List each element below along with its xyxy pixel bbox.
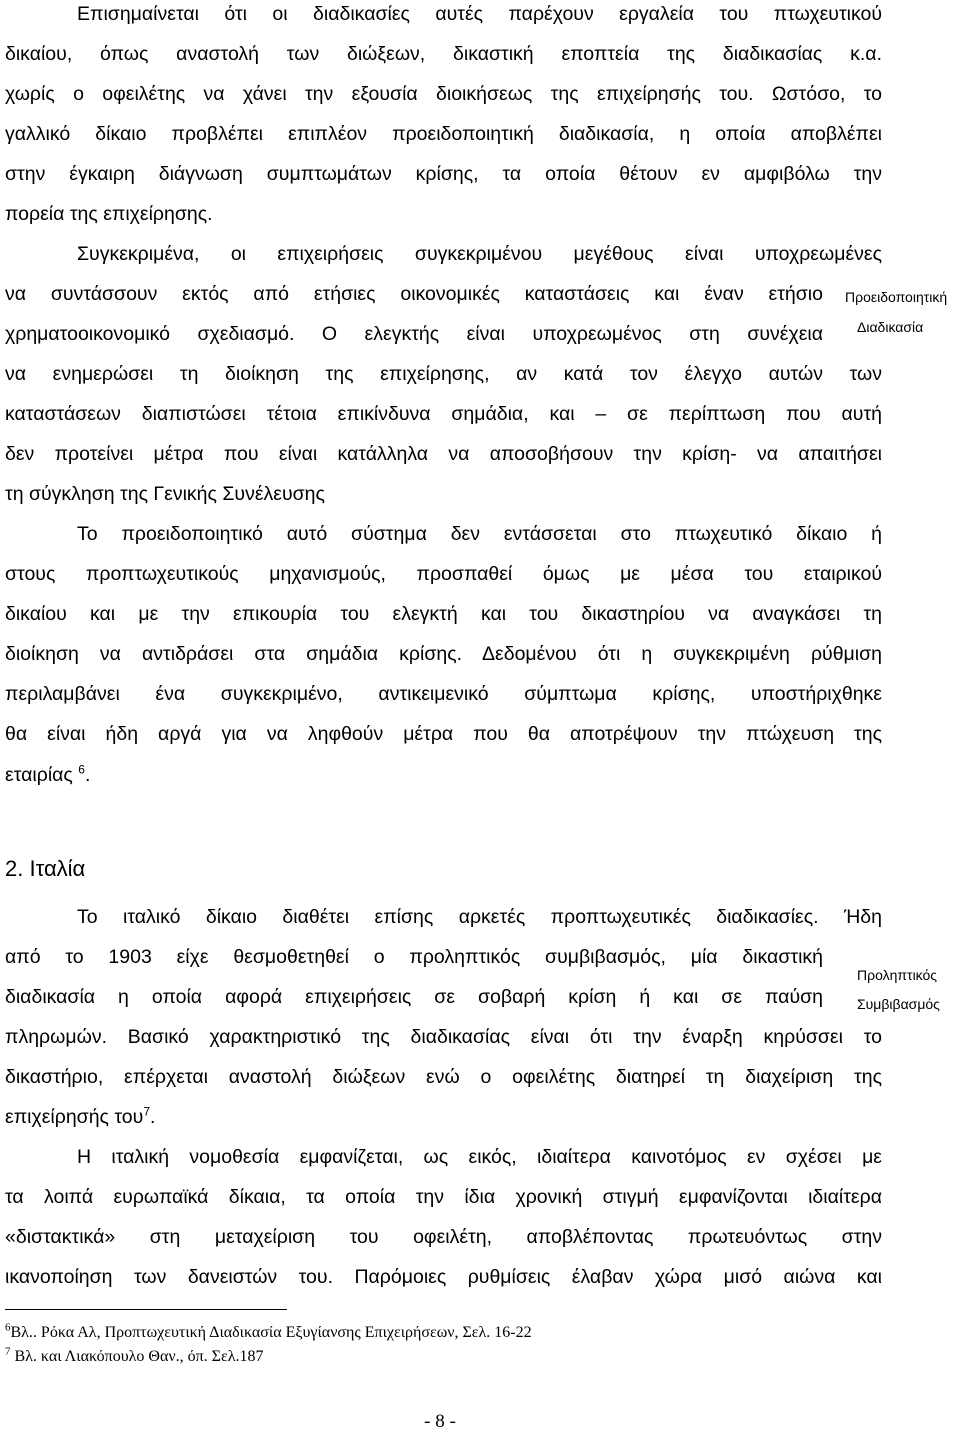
body-line: δικαστήριο, επέρχεται αναστολή διώξεων ενώ ο οφειλέτης διατηρεί τη διαχείριση της — [5, 1066, 882, 1088]
body-line: ικανοποίηση των δανειστών του. Παρόμοιες ρυθμίσεις έλαβαν χώρα μισό αιώνα και — [5, 1266, 882, 1288]
margin-note: Διαδικασία — [857, 319, 924, 335]
body-line: Το ιταλικό δίκαιο διαθέτει επίσης αρκετές προπτωχευτικές διαδικασίες. Ήδη — [77, 906, 882, 928]
body-line: γαλλικό δίκαιο προβλέπει επιπλέον προειδοποιητική διαδικασία, η οποία αποβλέπει — [5, 123, 882, 145]
body-line: πληρωμών. Βασικό χαρακτηριστικό της διαδικασίας είναι ότι την έναρξη κηρύσσει το — [5, 1026, 882, 1048]
body-line: δικαίου και με την επικουρία του ελεγκτή και του δικαστηρίου να αναγκάσει τη — [5, 603, 882, 625]
footnote-number: 6 — [5, 1321, 11, 1334]
footnote — [5, 1321, 532, 1341]
body-line: πορεία της επιχείρησης. — [5, 203, 213, 225]
body-line: διοίκηση να αντιδράσει στα σημάδια κρίσης. Δεδομένου ότι η συγκεκριμένη ρύθμιση — [5, 643, 882, 665]
body-text: . — [150, 1106, 156, 1128]
margin-note: Προληπτικός — [857, 967, 938, 983]
footnote-number: 7 — [5, 1345, 11, 1358]
body-line: δεν προτείνει μέτρα που είναι κατάλληλα να αποσοβήσουν την κρίση- να απαιτήσει — [5, 443, 882, 465]
page-number: - 8 - — [424, 1411, 456, 1432]
body-line: τη σύγκληση της Γενικής Συνέλευσης — [5, 483, 325, 505]
body-line: στους προπτωχευτικούς μηχανισμούς, προσπαθεί όμως με μέσα του εταιρικού — [5, 563, 882, 585]
body-line: «διστακτικά» στη μεταχείριση του οφειλέτη, αποβλέποντας πρωτευόντως στην — [5, 1226, 882, 1248]
body-line: Το προειδοποιητικό αυτό σύστημα δεν εντάσσεται στο πτωχευτικό δίκαιο ή — [77, 523, 882, 545]
body-text: . — [84, 764, 91, 786]
footnote-text: Βλ. και Λιακόπουλο Θαν., όπ. Σελ.187 — [14, 1348, 264, 1365]
footnote — [5, 1345, 264, 1365]
body-line: χρηματοοικονομικό σχεδιασμό. Ο ελεγκτής είναι υποχρεωμένος στη συνέχεια — [5, 323, 823, 345]
body-text: επιχείρησής του — [5, 1106, 144, 1128]
footnote-ref: 6 — [78, 762, 85, 777]
body-line: χωρίς ο οφειλέτης να χάνει την εξουσία διοικήσεως της επιχείρησής του. Ωστόσο, το — [5, 83, 882, 105]
body-line: να συντάσσουν εκτός από ετήσιες οικονομικές καταστάσεις και έναν ετήσιο — [5, 283, 823, 305]
body-text: εταιρίας — [5, 764, 73, 786]
margin-note: Συμβιβασμός — [857, 996, 940, 1012]
body-line: Συγκεκριμένα, οι επιχειρήσεις συγκεκριμένου μεγέθους είναι υποχρεωμένες — [77, 243, 882, 265]
footnote-divider — [5, 1309, 287, 1310]
body-line: περιλαμβάνει ένα συγκεκριμένο, αντικειμενικό σύμπτωμα κρίσης, υποστήριχθηκε — [5, 683, 882, 705]
footnote-ref: 7 — [143, 1104, 150, 1119]
body-line: θα είναι ήδη αργά για να ληφθούν μέτρα που θα αποτρέψουν την πτώχευση της — [5, 723, 882, 745]
body-line: Η ιταλική νομοθεσία εμφανίζεται, ως εικός, ιδιαίτερα καινοτόμος εν σχέσει με — [77, 1146, 882, 1168]
body-line: Επισημαίνεται ότι οι διαδικασίες αυτές παρέχουν εργαλεία του πτωχευτικού — [77, 3, 882, 25]
body-line: να ενημερώσει τη διοίκηση της επιχείρησης, αν κατά τον έλεγχο αυτών των — [5, 363, 882, 385]
body-line — [5, 1104, 882, 1128]
body-line: στην έγκαιρη διάγνωση συμπτωμάτων κρίσης, τα οποία θέτουν εν αμφιβόλω την — [5, 163, 882, 185]
margin-note: Προειδοποιητική — [845, 289, 948, 305]
body-line: από το 1903 είχε θεσμοθετηθεί ο προληπτικός συμβιβασμός, μία δικαστική — [5, 946, 823, 968]
body-line: δικαίου, όπως αναστολή των διώξεων, δικαστική εποπτεία της διαδικασίας κ.α. — [5, 43, 882, 65]
body-line: διαδικασία η οποία αφορά επιχειρήσεις σε σοβαρή κρίση ή και σε παύση — [5, 986, 823, 1008]
section-heading: 2. Ιταλία — [5, 856, 86, 881]
body-line: τα λοιπά ευρωπαϊκά δίκαια, τα οποία την ίδια χρονική στιγμή εμφανίζονται ιδιαίτερα — [5, 1186, 882, 1208]
footnote-text: Βλ.. Ρόκα Αλ, Προπτωχευτική Διαδικασία Εξυγίανσης Επιχειρήσεων, Σελ. 16-22 — [10, 1324, 532, 1341]
body-line: καταστάσεων διαπιστώσει τέτοια επικίνδυνα σημάδια, και – σε περίπτωση που αυτή — [5, 403, 882, 425]
body-line — [5, 762, 882, 786]
